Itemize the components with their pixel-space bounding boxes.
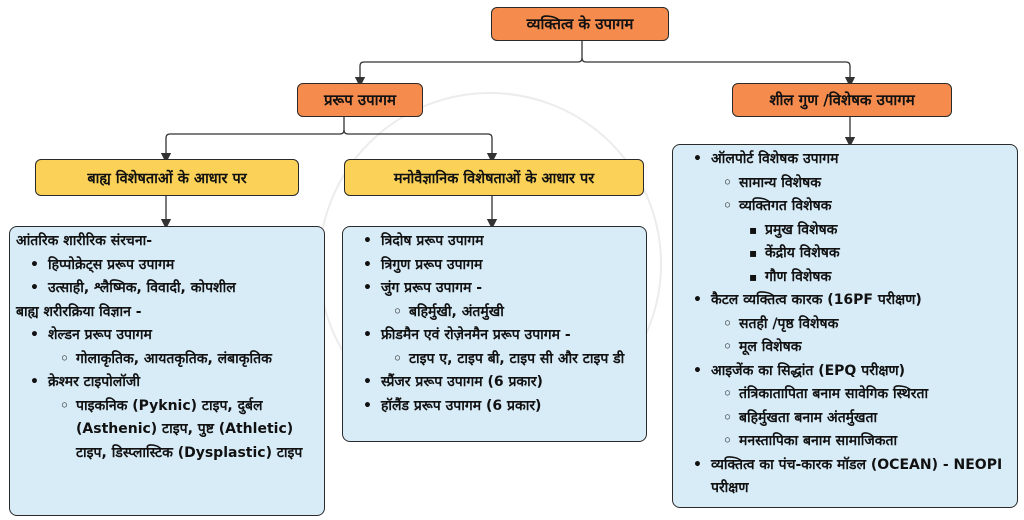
trait-list-item: • आइजेंक का सिद्धांत (EPQ परीक्षण) [679, 360, 1011, 384]
external-list [16, 230, 318, 465]
psych-list-item: • जुंग प्ररूप उपागम - [349, 277, 640, 301]
trait-list-item: • व्यक्तित्व का पंच-कारक मॉडल (OCEAN) - NEOPI परीक्षण [679, 454, 1011, 501]
external-list-item: • क्रेश्मर टाइपोलॉजी [16, 371, 318, 395]
external-list-item: आंतरिक शारीरिक संरचना- [16, 233, 153, 249]
trait-list-item: ▪ प्रमुख विशेषक [679, 219, 1011, 243]
psych-list-item: • फ्रीडमैन एवं रोज़ेनमैन प्ररूप उपागम - [349, 324, 640, 348]
external-list-item: ◦ पाइकनिक (Pyknic) टाइप, दुर्बल (Asthenic) टाइप, पुष्ट (Athletic) टाइप, डिस्प्लास्टिक (Dysplastic) टाइप [16, 395, 318, 466]
external-list-item: ◦ गोलाकृतिक, आयतकृतिक, लंबाकृतिक [16, 348, 318, 372]
trait-list-item: ▪ केंद्रीय विशेषक [679, 242, 1011, 266]
external-list-item: • उत्साही, श्लैष्मिक, विवादी, कोपशील [16, 277, 318, 301]
trait-list-item: ◦ बहिर्मुखता बनाम अंतर्मुखता [679, 407, 1011, 431]
psych-list-box [342, 226, 647, 442]
external-list-item: • शेल्डन प्ररूप उपागम [16, 324, 318, 348]
trait-list-item: ◦ मनस्तापिका बनाम सामाजिकता [679, 430, 1011, 454]
trait-list-item: ◦ तंत्रिकातापिता बनाम सावेगिक स्थिरता [679, 383, 1011, 407]
psych-basis-node: मनोवैज्ञानिक विशेषताओं के आधार पर [344, 159, 644, 196]
trait-list [679, 148, 1011, 501]
trait-list-item: • ऑलपोर्ट विशेषक उपागम [679, 148, 1011, 172]
external-list-box [9, 226, 325, 516]
type-approach-node: प्ररूप उपागम [297, 83, 423, 117]
psych-list-item: ◦ टाइप ए, टाइप बी, टाइप सी और टाइप डी [349, 348, 640, 372]
psych-list-item: • त्रिगुण प्ररूप उपागम [349, 254, 640, 278]
trait-list-item: ◦ सतही /पृष्ठ विशेषक [679, 313, 1011, 337]
trait-list-item: ◦ सामान्य विशेषक [679, 172, 1011, 196]
external-list-item: • हिप्पोक्रेट्स प्ररूप उपागम [16, 254, 318, 278]
external-list-item: बाह्य शरीरक्रिया विज्ञान - [16, 303, 142, 320]
trait-list-item: ◦ व्यक्तिगत विशेषक [679, 195, 1011, 219]
psych-list [349, 230, 640, 418]
psych-list-item: ◦ बहिर्मुखी, अंतर्मुखी [349, 301, 640, 325]
trait-approach-node: शील गुण /विशेषक उपागम [732, 83, 952, 117]
psych-list-item: • त्रिदोष प्ररूप उपागम [349, 230, 640, 254]
trait-list-item: ▪ गौण विशेषक [679, 266, 1011, 290]
root-node: व्यक्तित्व के उपागम [491, 7, 669, 41]
trait-list-box [672, 144, 1018, 508]
psych-list-item: • हॉलैंड प्ररूप उपागम (6 प्रकार) [349, 395, 640, 419]
psych-list-item: • स्प्रैंजर प्ररूप उपागम (6 प्रकार) [349, 371, 640, 395]
trait-list-item: • कैटल व्यक्तित्व कारक (16PF परीक्षण) [679, 289, 1011, 313]
trait-list-item: ◦ मूल विशेषक [679, 336, 1011, 360]
external-basis-node: बाह्य विशेषताओं के आधार पर [35, 159, 299, 196]
